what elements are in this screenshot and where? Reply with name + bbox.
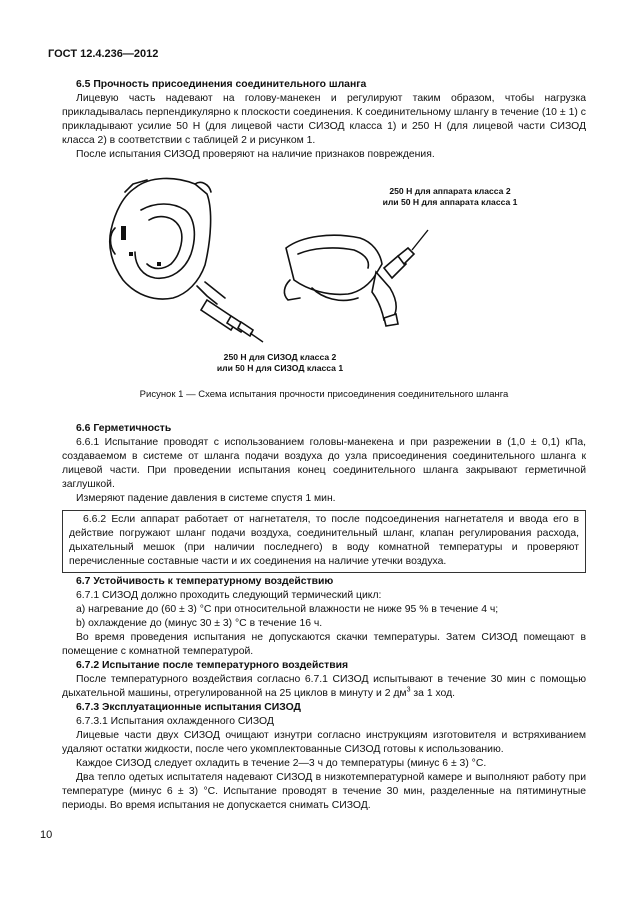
figure-label-apparatus-load	[340, 186, 560, 208]
section-6-7	[62, 575, 586, 813]
section-6-5-title: 6.5 Прочность присоединения соединительного шланга	[76, 79, 367, 90]
section-6-6-1-paragraph-2: Измеряют падение давления в системе спустя 1 мин.	[76, 493, 336, 504]
section-6-7-2-text-a: После температурного воздействия согласно 6.7.1 СИЗОД испытывают в течение 30 мин с помощью дыхательной машины, отрегулированной на 25 циклов в минуту и 2 дм	[62, 674, 586, 699]
figure-label-sizod-load	[180, 352, 380, 374]
figure-label-sizod-class-2: 250 Н для СИЗОД класса 2	[223, 352, 337, 362]
section-6-7-3-1-paragraph-1: Лицевые части двух СИЗОД очищают изнутри согласно инструкциям изготовителя и встряхиванием удаляют остатки жидкости, после чего укомплектованные СИЗОД готовы к использованию.	[62, 730, 586, 755]
running-header: ГОСТ 12.4.236—2012	[48, 48, 159, 60]
section-6-7-title: 6.7 Устойчивость к температурному воздействию	[76, 576, 334, 587]
section-6-5-paragraph-1: Лицевую часть надевают на голову-манекен и регулируют таким образом, чтобы нагрузка прикладывалась перпендикулярно к плоскости соединения. К соединительному шлангу в течение (10 ± 1) с прикладывают усилие 50 Н (для лицевой части СИЗОД класса 1) и 250 Н (для лицевой части СИЗОД класса 2) в соответствии с таблицей 2 и рисунком 1.	[62, 93, 586, 146]
figure-caption: Рисунок 1 — Схема испытания прочности присоединения соединительного шланга	[139, 389, 509, 400]
section-6-7-3-title: 6.7.3 Эксплуатационные испытания СИЗОД	[76, 702, 301, 713]
section-6-7-2-paragraph	[62, 673, 586, 701]
unit-superscript: 3	[406, 686, 411, 694]
section-6-7-2-title: 6.7.2 Испытание после температурного воздействия	[76, 660, 349, 671]
section-6-7-3-1-paragraph-2: Каждое СИЗОД следует охладить в течение 2—3 ч до температуры (минус 6 ± 3) °С.	[76, 758, 487, 769]
page-number: 10	[40, 829, 53, 841]
section-6-6-title: 6.6 Герметичность	[76, 423, 172, 434]
section-6-7-3-1-title: 6.7.3.1 Испытания охлажденного СИЗОД	[76, 716, 274, 727]
section-6-7-2-text-b: за 1 ход.	[410, 688, 456, 699]
section-6-6-2-paragraph: 6.6.2 Если аппарат работает от нагнетателя, то после подсоединения нагнетателя и ввода его в действие погружают шланг подачи воздуха, соединительный шланг, клапан регулирования расхода, дыхательный мешок (при наличии последнего) в воду комнатной температуры и проверяют перечисленные составные части и их соединения на наличие утечки воздуха.	[69, 514, 579, 567]
section-6-6	[62, 422, 586, 579]
section-6-7-1-intro: 6.7.1 СИЗОД должно проходить следующий термический цикл:	[76, 590, 382, 601]
section-6-7-1-paragraph: Во время проведения испытания не допускаются скачки температуры. Затем СИЗОД помещают в помещение с комнатной температурой.	[62, 632, 586, 657]
section-6-7-1-item-b: b) охлаждение до (минус 30 ± 3) °С в течение 16 ч.	[76, 618, 323, 629]
section-6-7-3-1-paragraph-3: Два тепло одетых испытателя надевают СИЗОД в низкотемпературной камере и выполняют работу при температуре (минус 6 ± 3) °С. Испытание проводят в течение 30 мин, разделенные на пятиминутные периоды. Во время испытания не допускается снимать СИЗОД.	[62, 772, 586, 811]
figure-label-sizod-class-1: или 50 Н для СИЗОД класса 1	[216, 363, 344, 373]
figure-label-apparatus-class-1: или 50 Н для аппарата класса 1	[382, 197, 518, 207]
figure-mask-mounted	[95, 170, 270, 345]
section-6-5-paragraph-2: После испытания СИЗОД проверяют на наличие признаков повреждения.	[76, 149, 435, 160]
section-6-7-1-item-a: a) нагревание до (60 ± 3) °С при относительной влажности не ниже 95 % в течение 4 ч;	[76, 604, 499, 615]
section-6-6-2-boxed-text	[62, 510, 586, 573]
section-6-5	[62, 78, 586, 162]
section-6-6-1-paragraph: 6.6.1 Испытание проводят с использованием головы-манекена и при разрежении в (1,0 ± 0,1) кПа, создаваемом в системе от шланга подачи воздуха до узла присоединения соединительного шланга к лицевой части. При проведении испытания конец соединительного шланга закрывают герметичной заглушкой.	[62, 437, 586, 490]
figure-mask-test-setup	[272, 208, 442, 333]
figure-label-apparatus-class-2: 250 Н для аппарата класса 2	[389, 186, 511, 196]
